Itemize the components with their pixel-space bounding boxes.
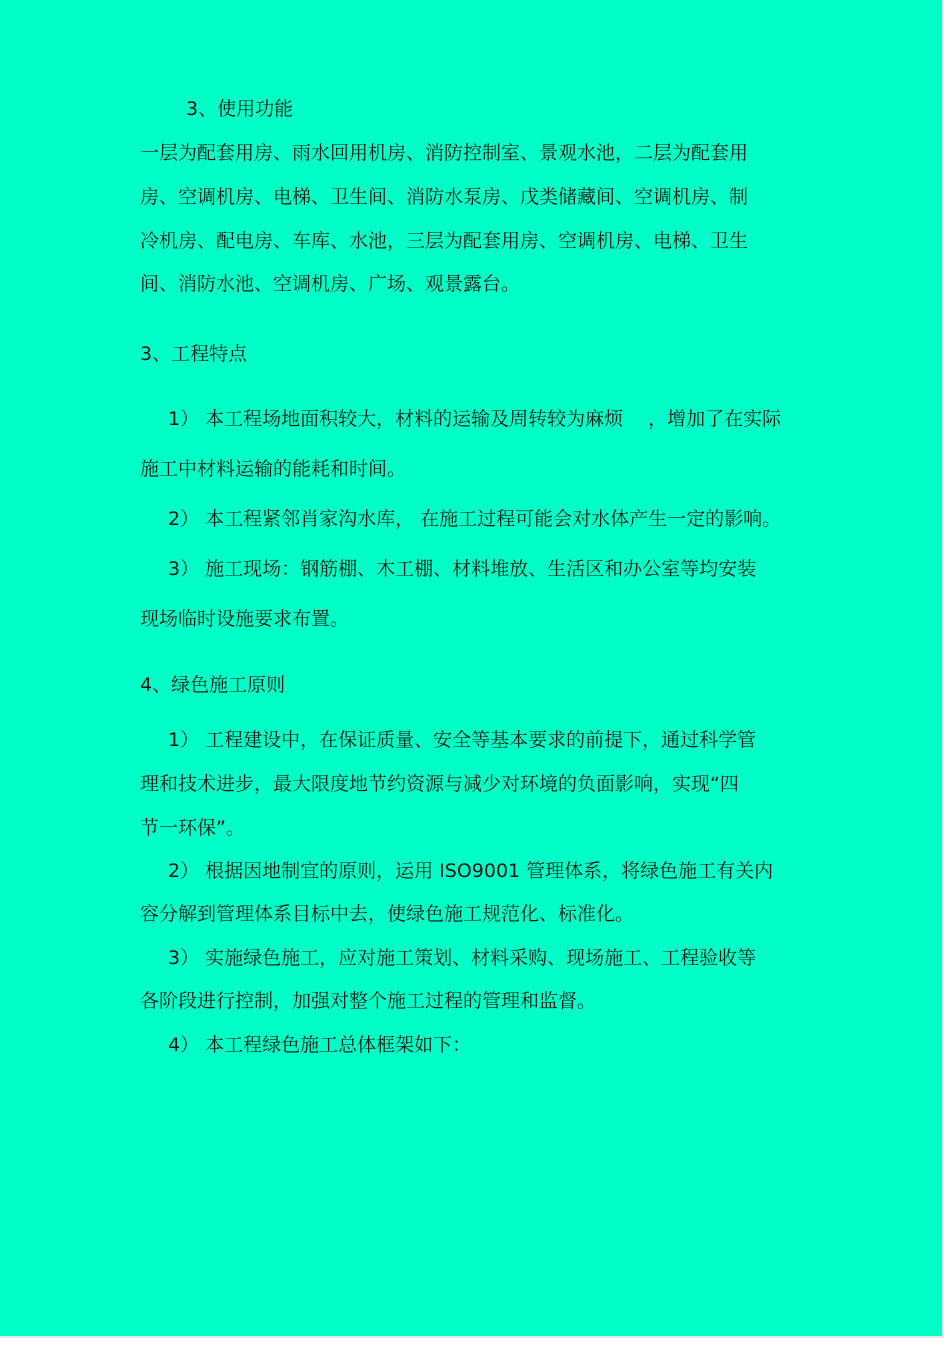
- paragraph-line: 3） 施工现场：钢筋棚、木工棚、材料堆放、生活区和办公室等均安装: [168, 558, 757, 580]
- section-heading-usage: 3、使用功能: [186, 98, 294, 120]
- paragraph-line: 施工中材料运输的能耗和时间。: [140, 458, 407, 480]
- paragraph-line: 现场临时设施要求布置。: [140, 608, 350, 630]
- paragraph-line: 间、消防水池、空调机房、广场、观景露台。: [140, 273, 521, 295]
- paragraph-line: 4） 本工程绿色施工总体框架如下：: [168, 1034, 472, 1056]
- paragraph-line: 3） 实施绿色施工，应对施工策划、材料采购、现场施工、工程验收等: [168, 947, 757, 969]
- paragraph-line: 理和技术进步，最大限度地节约资源与减少对环境的负面影响，实现“四: [140, 773, 739, 795]
- paragraph-line: 容分解到管理体系目标中去，使绿色施工规范化、标准化。: [140, 903, 635, 925]
- paragraph-line: 2） 本工程紧邻肖家沟水库， 在施工过程可能会对水体产生一定的影响。: [168, 508, 782, 530]
- section-heading-features: 3、工程特点: [140, 343, 248, 365]
- paragraph-line: 一层为配套用房、雨水回用机房、消防控制室、景观水池，二层为配套用: [140, 142, 749, 164]
- paragraph-line: 房、空调机房、电梯、卫生间、消防水泵房、戊类储藏间、空调机房、制: [140, 186, 749, 208]
- paragraph-line: 冷机房、配电房、车库、水池，三层为配套用房、空调机房、电梯、卫生: [140, 230, 749, 252]
- paragraph-line: 1） 工程建设中，在保证质量、安全等基本要求的前提下，通过科学管: [168, 729, 757, 751]
- section-heading-principles: 4、绿色施工原则: [140, 674, 286, 696]
- paragraph-line: 各阶段进行控制，加强对整个施工过程的管理和监督。: [140, 990, 597, 1012]
- paragraph-line: 节一环保”。: [140, 817, 245, 839]
- paragraph-line: 1） 本工程场地面积较大，材料的运输及周转较为麻烦 ，增加了在实际: [168, 408, 782, 430]
- paragraph-line: 2） 根据因地制宜的原则，运用 ISO9001 管理体系，将绿色施工有关内: [168, 860, 774, 882]
